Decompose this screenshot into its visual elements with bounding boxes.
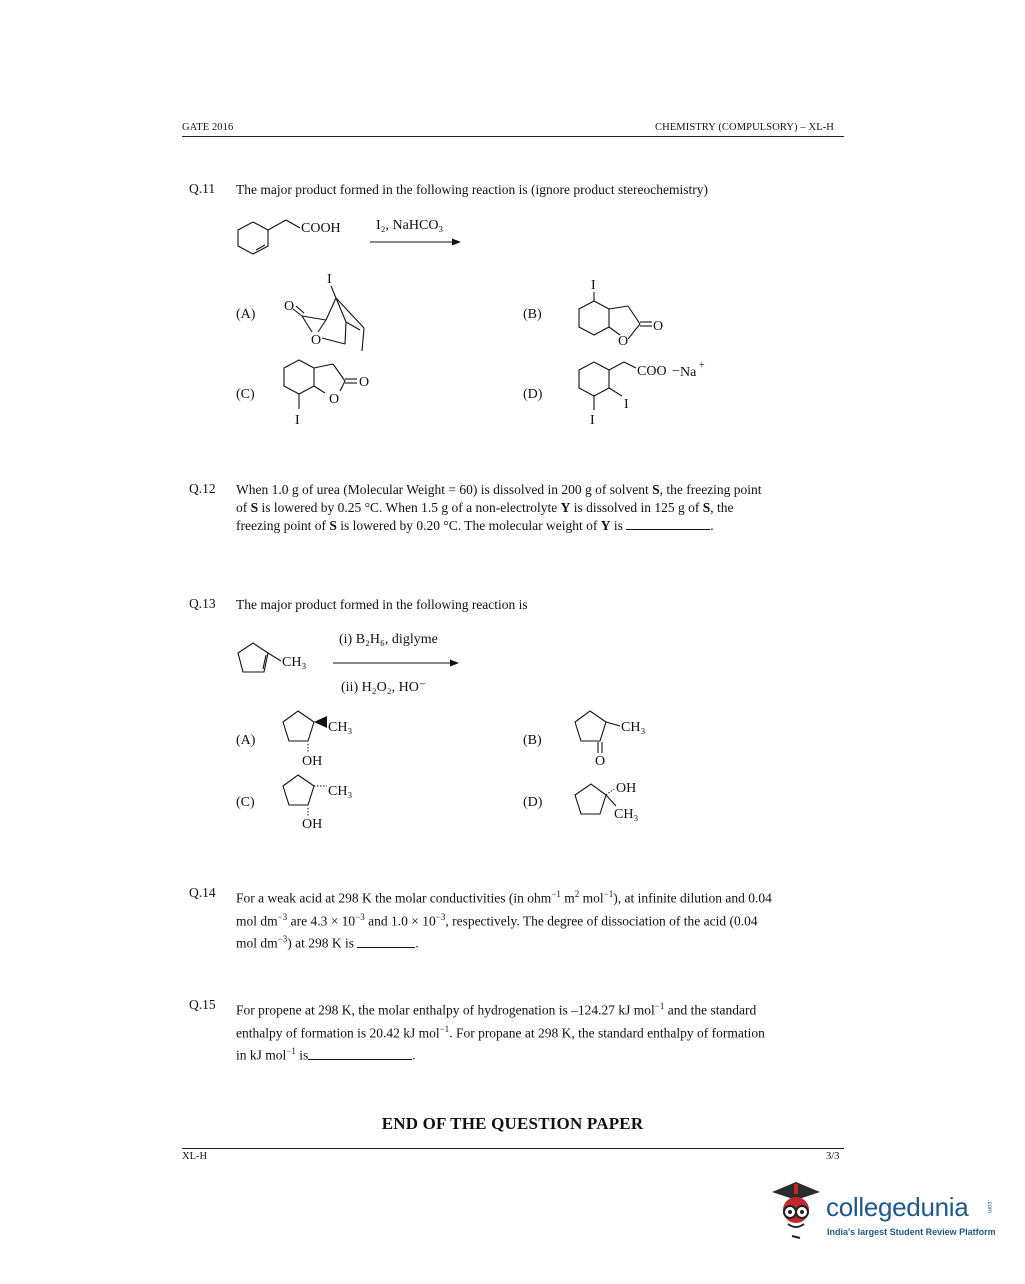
q13-option-b-structure xyxy=(575,711,645,769)
q14-sup-ohm: −1 xyxy=(551,889,561,899)
q11-c-iodo: I xyxy=(295,413,300,428)
footer-left: XL-H xyxy=(182,1151,208,1162)
q12-line1a: When 1.0 g of urea (Molecular Weight = 60) is dissolved in 200 g of solvent xyxy=(236,482,653,497)
collegedunia-com: .com xyxy=(986,1200,992,1214)
q15-number: Q.15 xyxy=(189,997,216,1012)
q14-l1a: For a weak acid at 298 K the molar conductivities (in ohm xyxy=(236,890,552,906)
q15-l3b: is xyxy=(295,1047,309,1063)
q13-text: The major product formed in the following reaction is xyxy=(236,597,528,612)
q14-sup-exp1: −3 xyxy=(355,911,365,922)
q15-l2b: . For propane at 298 K, the standard enthalpy of formation xyxy=(449,1025,765,1040)
q12-line1b: , the freezing point xyxy=(659,482,762,497)
q13-reagent2: (ii) H₂O₂, HO⁻ xyxy=(341,680,427,695)
q15-l1a: For propene at 298 K, the molar enthalpy of hydrogenation is –124.27 kJ mol xyxy=(236,1002,655,1018)
q14-l2c: and 1.0 × 10 xyxy=(364,913,436,928)
q13-d-ch3: CH₃ xyxy=(614,807,639,822)
q13-arrow xyxy=(333,660,459,667)
q14-sup-m2: 2 xyxy=(574,889,580,899)
q14-l2a: mol dm xyxy=(236,913,278,928)
q13-option-d-structure xyxy=(575,781,638,822)
q14-text xyxy=(236,885,836,953)
q11-d-iodo-right: I xyxy=(624,397,629,412)
q14-sup-dm: −3 xyxy=(277,911,288,922)
collegedunia-mascot-icon xyxy=(768,1178,824,1240)
q13-c-oh: OH xyxy=(302,817,323,832)
q11-reagent: I₂, NaHCO₃ xyxy=(376,218,444,233)
q11-d-minus: − xyxy=(672,364,680,379)
q12-s4: S xyxy=(329,518,337,533)
q14-l3b: ) at 298 K is xyxy=(287,935,354,951)
q14-l3a: mol dm xyxy=(236,935,278,951)
footer-rule xyxy=(182,1148,844,1149)
q12-s2: S xyxy=(250,500,259,515)
q11-d-na: Na xyxy=(680,365,697,380)
q11-a-ring-o: O xyxy=(311,333,322,348)
q11-reactant-cooh: COOH xyxy=(301,221,341,236)
footer-right: 3/3 xyxy=(826,1151,840,1162)
q15-text xyxy=(236,997,836,1065)
q12-y2: Y xyxy=(600,518,611,533)
q13-d-oh: OH xyxy=(616,781,637,796)
q11-b-carbonyl-o: O xyxy=(653,319,664,334)
q12-s3: S xyxy=(702,500,711,515)
q14-sup-mol: −1 xyxy=(603,889,614,899)
q12-number: Q.12 xyxy=(189,481,216,496)
q13-a-oh: OH xyxy=(302,754,323,769)
q12-y1: Y xyxy=(560,500,571,515)
q14-sup-dm2: −3 xyxy=(277,934,288,944)
q15-l3a: in kJ mol xyxy=(236,1047,287,1063)
q13-reactant-ch3: CH₃ xyxy=(282,655,307,670)
q13-b-ch3: CH₃ xyxy=(621,720,646,735)
q11-d-iodo-bottom: I xyxy=(590,413,595,428)
q11-c-carbonyl-o: O xyxy=(359,375,370,390)
q11-text: The major product formed in the following reaction is (ignore product stereochemistry) xyxy=(236,182,708,197)
q11-option-b-label: (B) xyxy=(523,307,542,322)
q12-line2c: is dissolved in 125 g of xyxy=(570,500,703,515)
q14-l1b: m xyxy=(560,890,575,906)
q11-option-a-label: (A) xyxy=(236,307,256,322)
q13-option-a-label: (A) xyxy=(236,733,256,748)
q15-l2a: enthalpy of formation is 20.42 kJ mol xyxy=(236,1025,440,1040)
q13-a-ch3: CH₃ xyxy=(328,720,353,735)
q11-c-ring-o: O xyxy=(329,392,340,407)
q15-end: . xyxy=(412,1047,416,1063)
q13-c-ch3: CH₃ xyxy=(328,784,353,799)
q14-number: Q.14 xyxy=(189,885,216,900)
q12-line2a: of xyxy=(236,500,251,515)
collegedunia-wordmark: collegedunia xyxy=(826,1192,969,1222)
end-of-paper: END OF THE QUESTION PAPER xyxy=(381,1114,644,1133)
q11-b-iodo: I xyxy=(591,278,596,293)
q11-number: Q.11 xyxy=(189,181,216,196)
q13-option-c-label: (C) xyxy=(236,795,255,810)
q13-reactant xyxy=(238,643,306,672)
q11-b-ring-o: O xyxy=(618,334,629,349)
q14-l2b: are 4.3 × 10 xyxy=(287,913,356,928)
q14-l2d: , respectively. The degree of dissociation of the acid (0.04 xyxy=(445,913,758,928)
q13-option-c-structure xyxy=(283,775,352,832)
q14-answer-blank[interactable] xyxy=(357,935,415,948)
q13-b-o: O xyxy=(595,754,606,769)
q15-l1b: and the standard xyxy=(664,1002,757,1018)
q13-option-a-structure xyxy=(283,711,352,769)
q13-option-d-label: (D) xyxy=(523,795,543,810)
q14-end: . xyxy=(415,935,419,951)
q12-line2b: is lowered by 0.25 °C. When 1.5 g of a non-electrolyte xyxy=(258,500,561,515)
q11-option-d-label: (D) xyxy=(523,387,543,402)
q15-sup2: −1 xyxy=(439,1023,450,1034)
q15-answer-blank[interactable] xyxy=(308,1047,412,1060)
q15-sup1: −1 xyxy=(654,1001,665,1011)
q11-a-iodo: I xyxy=(327,272,332,287)
q12-line3c: is xyxy=(610,518,623,533)
q13-option-b-label: (B) xyxy=(523,733,542,748)
q11-option-c-label: (C) xyxy=(236,387,255,402)
q13-number: Q.13 xyxy=(189,596,216,611)
q12-s1: S xyxy=(652,482,660,497)
q12-line3b: is lowered by 0.20 °C. The molecular weight of xyxy=(336,518,601,533)
q12-end: . xyxy=(710,518,714,533)
q13-reagent1: (i) B₂H₆, diglyme xyxy=(339,632,438,647)
q14-sup-exp2: −3 xyxy=(435,911,446,922)
q14-l1c: mol xyxy=(579,890,604,906)
header-left: GATE 2016 xyxy=(182,122,234,133)
q11-d-coo: COO xyxy=(637,364,667,379)
q15-sup3: −1 xyxy=(286,1046,296,1056)
q14-l1d: ), at infinite dilution and 0.04 xyxy=(613,890,772,906)
q12-line3a: freezing point of xyxy=(236,518,330,533)
q11-d-plus: + xyxy=(699,360,705,371)
q11-a-carbonyl-o: O xyxy=(284,299,295,314)
header-right: CHEMISTRY (COMPULSORY) – XL-H xyxy=(655,122,834,133)
collegedunia-tagline: India's largest Student Review Platform xyxy=(827,1227,996,1237)
q12-line2d: , the xyxy=(710,500,734,515)
